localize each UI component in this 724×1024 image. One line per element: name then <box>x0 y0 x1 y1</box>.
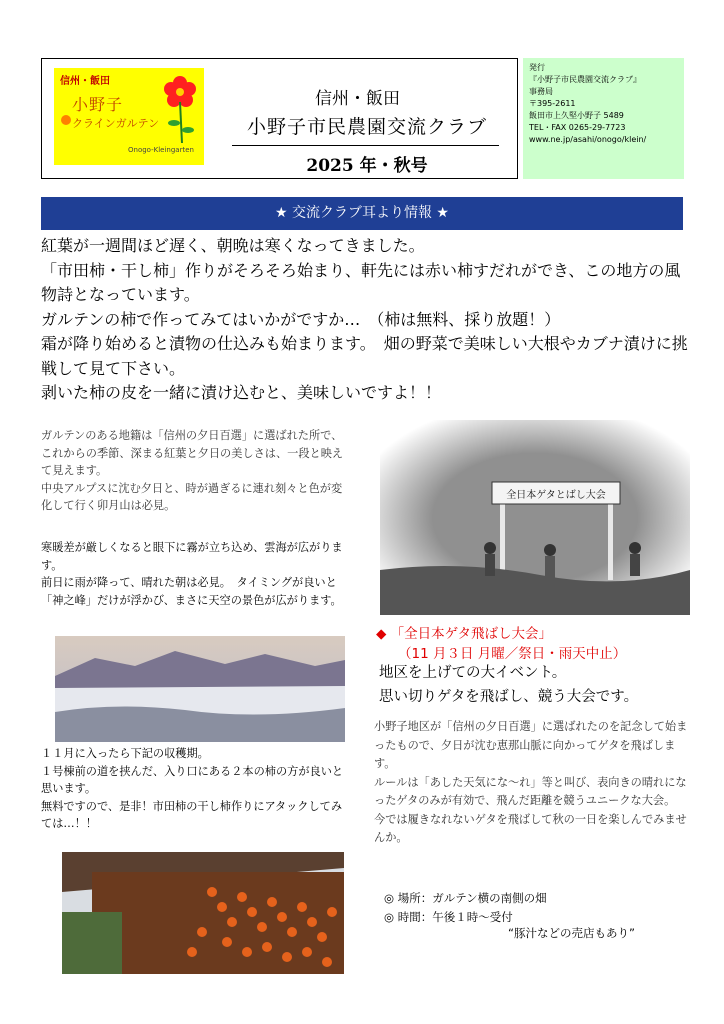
event-place: ◎ 場所：ガルテン横の南側の畑 <box>384 891 547 905</box>
text-line: 地区を上げての大イベント。 <box>379 665 567 681</box>
intro-line: 紅葉が一週間ほど遅く、朝晩は寒くなってきました。 <box>41 236 425 255</box>
text-line: 小野子地区が「信州の夕日百選」に選ばれたのを記念して始まったもので、夕日が沈む恵那山脈に向かってゲタを飛ばします。 <box>374 720 688 770</box>
sea-of-clouds-paragraph <box>41 539 353 609</box>
text-line: ガルテンのある地籍は「信州の夕日百選」に選ばれた所で、これからの季節、深まる紅葉と夕日の美しさは、一段と映えて見えます。 <box>41 429 344 477</box>
publisher-line: 〒395-2611 <box>529 99 576 108</box>
publisher-line: 飯田市上久堅小野子 5489 <box>529 111 624 120</box>
dried-persimmon-photo <box>62 852 344 974</box>
publisher-line: TEL・FAX 0265-29-7723 <box>529 123 626 132</box>
text-line: １号棟前の道を挟んだ、入り口にある２本の柿の方が良いと思います。 <box>41 764 344 795</box>
publisher-line: 事務局 <box>529 87 553 96</box>
club-logo <box>54 68 204 165</box>
club-name: 小野子市民農園交流クラブ <box>246 116 487 138</box>
logo-name: 小野子 <box>72 95 124 114</box>
club-region: 信州・飯田 <box>315 89 400 109</box>
publisher-box <box>523 58 684 179</box>
sunset-paragraph <box>41 427 353 515</box>
text-line: 寒暖差が厳しくなると眼下に霧が立ち込め、雲海が広がります。 <box>41 541 343 572</box>
title-divider <box>232 145 499 146</box>
event-info <box>384 889 547 926</box>
event-title: ◆ 「全日本ゲタ飛ばし大会」 <box>376 626 552 642</box>
event-date: （11 月３日 月曜／祭日・雨天中止） <box>398 646 627 662</box>
intro-line: 剥いた柿の皮を一緒に漬け込むと、美味しいですよ！！ <box>41 383 442 402</box>
logo-name-kana: クラインガルテン <box>72 117 160 130</box>
text-line: ルールは「あした天気にな〜れ」等と叫び、表向きの晴れになったゲタのみが有効で、飛んだ距離を競うユニークな大会。 <box>374 775 687 807</box>
text-line: １１月に入ったら下記の収穫期。 <box>41 747 209 760</box>
text-line: 無料ですので、是非！市田柿の干し柿作りにアタックしてみては…！！ <box>41 799 343 830</box>
event-description <box>374 718 692 848</box>
sea-of-clouds-photo <box>55 636 345 742</box>
event-note: “豚汁などの売店もあり” <box>508 926 635 940</box>
text-line: 今では履きなれないゲタを飛ばして秋の一日を楽しんでみませんか。 <box>374 812 687 844</box>
publisher-line: 『小野子市民農園交流クラブ』 <box>529 75 641 84</box>
geta-contest-photo <box>380 420 690 615</box>
event-lead <box>379 661 638 709</box>
text-line: 前日に雨が降って、晴れた朝は必見。 タイミングが良いと「神之峰」だけが浮かび、まさに天空の景色が広がります。 <box>41 576 342 607</box>
gate-banner-text: 全日本ゲタとばし大会 <box>506 490 606 501</box>
logo-roman: Onogo-Kleingarten <box>128 146 194 154</box>
publisher-url[interactable]: www.ne.jp/asahi/onogo/klein/ <box>529 135 647 144</box>
intro-line: ガルテンの柿で作ってみてはいかがですか… （柿は無料、採り放題！） <box>41 309 561 329</box>
harvest-paragraph <box>41 745 353 833</box>
intro-line: 霜が降り始めると漬物の仕込みも始まります。 畑の野菜で美味しい大根やカブナ漬けに挑戦して見て下さい。 <box>41 334 688 378</box>
section-banner: ★ 交流クラブ耳より情報 ★ <box>41 197 683 230</box>
text-line: 思い切りゲタを飛ばし、競う大会です。 <box>379 689 639 705</box>
intro-text <box>41 234 691 406</box>
publisher-line: 発行 <box>529 63 545 72</box>
text-line: 中央アルプスに沈む夕日と、時が過ぎるに連れ刻々と色が変化して行く卯月山は必見。 <box>41 481 343 512</box>
event-time: ◎ 時間：午後１時～受付 <box>384 909 513 924</box>
issue-label: 2025 年・秋号 <box>306 156 428 176</box>
intro-line: 「市田柿・干し柿」作りがそろそろ始まり、軒先には赤い柿すだれができ、この地方の風物詩となっています。 <box>41 260 681 304</box>
logo-region: 信州・飯田 <box>60 76 110 87</box>
